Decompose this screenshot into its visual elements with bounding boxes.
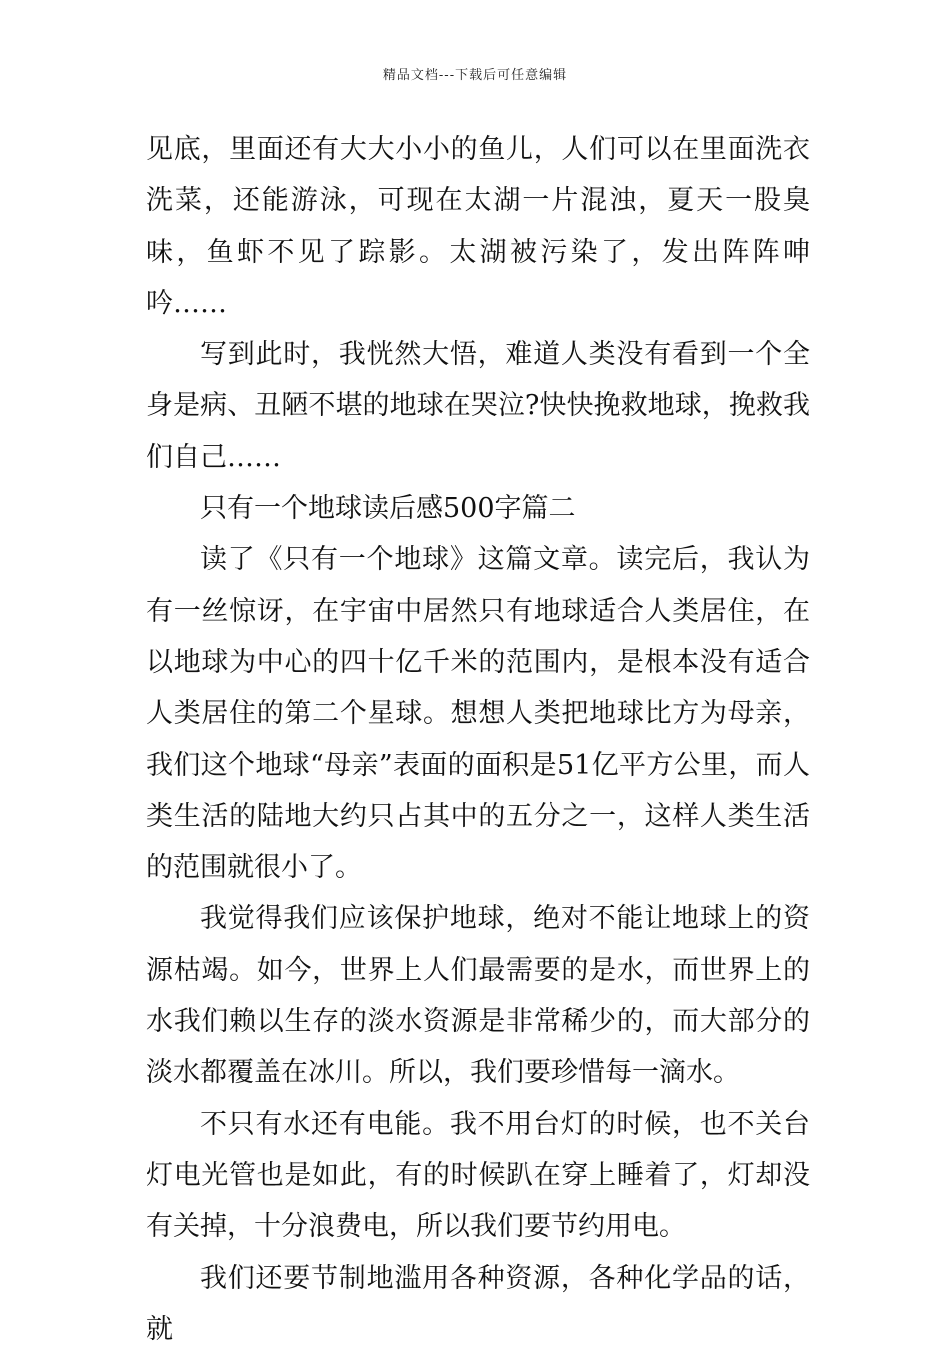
section-heading: 只有一个地球读后感500字篇二: [200, 493, 576, 525]
paragraph: 我觉得我们应该保护地球，绝对不能让地球上的资源枯竭。如今，世界上人们最需要的是水，而世界上的水我们赖以生存的淡水资源是非常稀少的，而大部分的淡水都覆盖在冰川。所以，我们要珍惜每一滴水。: [146, 903, 810, 1089]
paragraph-continued: 见底，里面还有大大小小的鱼儿，人们可以在里面洗衣洗菜，还能游泳，可现在太湖一片混浊，夏天一股臭味，鱼虾不见了踪影。太湖被污染了，发出阵阵呻吟……: [146, 134, 810, 319]
page-header: 精品文档---下载后可任意编辑: [382, 68, 568, 83]
paragraph: 读了《只有一个地球》这篇文章。读完后，我认为有一丝惊讶，在宇宙中居然只有地球适合人类居住，在以地球为中心的四十亿千米的范围内，是根本没有适合人类居住的第二个星球。想想人类把地球比方为母亲，我们这个地球“母亲”表面的面积是51亿平方公里，而人类生活的陆地大约只占其中的五分之一，这样人类生活的范围就很小了。: [146, 544, 810, 884]
document-body: [146, 124, 810, 1355]
paragraph: 不只有水还有电能。我不用台灯的时候，也不关台灯电光管也是如此，有的时候趴在穿上睡着了，灯却没有关掉，十分浪费电，所以我们要节约用电。: [146, 1108, 810, 1243]
paragraph: 我们还要节制地滥用各种资源，各种化学品的话，就: [146, 1262, 810, 1345]
paragraph: 写到此时，我恍然大悟，难道人类没有看到一个全身是病、丑陋不堪的地球在哭泣?快快挽救地球，挽救我们自己……: [146, 339, 810, 473]
